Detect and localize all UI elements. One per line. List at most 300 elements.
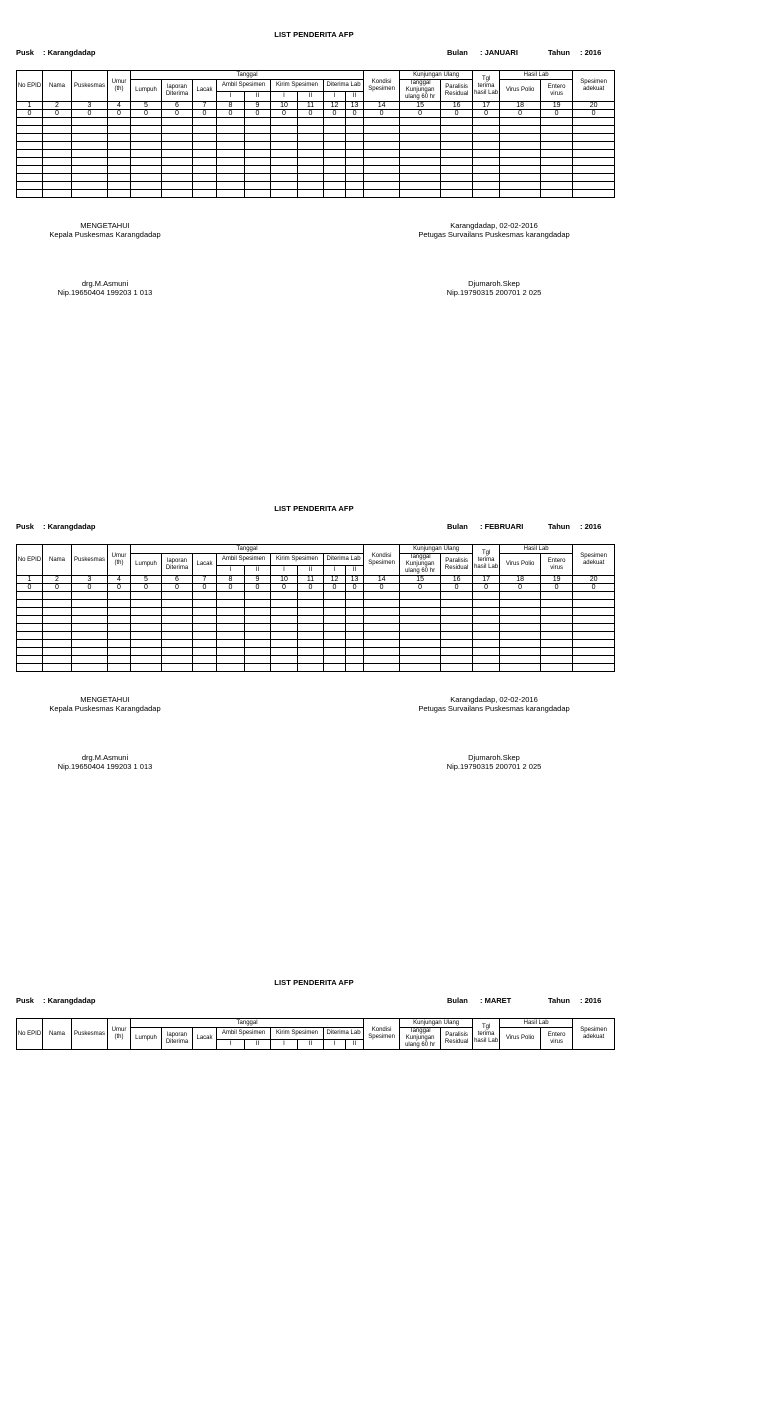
header-laporan: laporan Diterima: [162, 1028, 193, 1050]
empty-cell: [217, 608, 245, 616]
empty-cell: [346, 134, 364, 142]
empty-cell: [217, 174, 245, 182]
table-cell: 0: [541, 110, 573, 118]
empty-cell: [131, 616, 162, 624]
empty-row: [17, 656, 615, 664]
empty-cell: [500, 656, 541, 664]
signature-right: [404, 221, 584, 297]
empty-cell: [400, 608, 441, 616]
sig-left-nip: Nip.19650404 199203 1 013: [57, 288, 153, 297]
empty-cell: [500, 664, 541, 672]
empty-cell: [324, 118, 346, 126]
header-diterima-ii: II: [346, 565, 364, 575]
signature-left: [30, 221, 180, 297]
table-cell: 0: [72, 110, 108, 118]
empty-cell: [162, 118, 193, 126]
empty-cell: [441, 592, 473, 600]
empty-cell: [72, 190, 108, 198]
empty-row: [17, 600, 615, 608]
table-cell: 0: [245, 584, 271, 592]
empty-row: [17, 616, 615, 624]
header-tanggal: Tanggal: [131, 71, 364, 80]
header-lumpuh: Lumpuh: [131, 80, 162, 102]
header-kirim: Kirim Spesimen: [271, 554, 324, 566]
empty-cell: [441, 648, 473, 656]
empty-cell: [43, 664, 72, 672]
empty-cell: [364, 640, 400, 648]
column-number: 6: [162, 102, 193, 110]
empty-cell: [245, 142, 271, 150]
empty-cell: [441, 142, 473, 150]
column-number: 8: [217, 576, 245, 584]
empty-cell: [108, 648, 131, 656]
empty-cell: [500, 150, 541, 158]
header-entero: Entero virus: [541, 554, 573, 576]
empty-cell: [271, 640, 298, 648]
empty-cell: [245, 656, 271, 664]
empty-cell: [17, 174, 43, 182]
empty-cell: [217, 182, 245, 190]
empty-cell: [193, 632, 217, 640]
empty-cell: [346, 166, 364, 174]
empty-cell: [43, 600, 72, 608]
empty-cell: [162, 150, 193, 158]
table-cell: 0: [400, 110, 441, 118]
column-number: 5: [131, 102, 162, 110]
table-cell: 0: [193, 110, 217, 118]
empty-row: [17, 158, 615, 166]
header-puskesmas: Puskesmas: [72, 71, 108, 102]
empty-cell: [324, 616, 346, 624]
empty-cell: [162, 616, 193, 624]
empty-cell: [245, 182, 271, 190]
sig-right-name: Djumaroh.Skep: [468, 279, 520, 288]
table-cell: 0: [364, 110, 400, 118]
table-cell: 0: [162, 110, 193, 118]
empty-cell: [17, 134, 43, 142]
empty-cell: [162, 664, 193, 672]
column-number-row: [17, 576, 615, 584]
table-cell: 0: [298, 584, 324, 592]
empty-cell: [43, 632, 72, 640]
empty-cell: [193, 608, 217, 616]
empty-cell: [217, 624, 245, 632]
header-tgl-kunjungan: Tanggal Kunjungan ulang 60 hr: [400, 80, 441, 102]
empty-cell: [364, 608, 400, 616]
empty-cell: [473, 664, 500, 672]
empty-cell: [473, 174, 500, 182]
empty-cell: [500, 134, 541, 142]
empty-cell: [324, 592, 346, 600]
empty-cell: [131, 664, 162, 672]
empty-cell: [541, 158, 573, 166]
header-laporan: laporan Diterima: [162, 80, 193, 102]
empty-cell: [346, 616, 364, 624]
empty-cell: [162, 166, 193, 174]
table-cell: 0: [364, 584, 400, 592]
empty-cell: [43, 624, 72, 632]
empty-cell: [271, 166, 298, 174]
empty-cell: [441, 664, 473, 672]
empty-cell: [217, 150, 245, 158]
empty-cell: [72, 142, 108, 150]
empty-cell: [541, 166, 573, 174]
empty-cell: [541, 600, 573, 608]
table-cell: 0: [573, 584, 615, 592]
empty-cell: [441, 174, 473, 182]
empty-cell: [573, 190, 615, 198]
column-number-row: [17, 102, 615, 110]
empty-cell: [364, 174, 400, 182]
afp-report: [0, 0, 768, 474]
empty-cell: [500, 648, 541, 656]
afp-report: [0, 948, 768, 1422]
empty-cell: [298, 624, 324, 632]
empty-cell: [400, 624, 441, 632]
empty-cell: [298, 656, 324, 664]
empty-cell: [217, 118, 245, 126]
column-number: 6: [162, 576, 193, 584]
empty-cell: [72, 608, 108, 616]
column-number: 16: [441, 576, 473, 584]
header-lacak: Lacak: [193, 1028, 217, 1050]
empty-cell: [441, 158, 473, 166]
empty-cell: [245, 166, 271, 174]
empty-cell: [541, 608, 573, 616]
empty-cell: [271, 632, 298, 640]
column-number: 7: [193, 102, 217, 110]
pusk-value: : Karangdadap: [43, 996, 96, 1005]
pusk-value: : Karangdadap: [43, 522, 96, 531]
empty-cell: [193, 142, 217, 150]
empty-cell: [473, 616, 500, 624]
empty-cell: [441, 126, 473, 134]
empty-cell: [271, 624, 298, 632]
empty-cell: [298, 134, 324, 142]
empty-cell: [473, 118, 500, 126]
empty-cell: [324, 648, 346, 656]
empty-cell: [573, 664, 615, 672]
empty-cell: [541, 664, 573, 672]
empty-cell: [43, 640, 72, 648]
header-diterima-lab: Diterima Lab: [324, 554, 364, 566]
empty-cell: [324, 166, 346, 174]
header-kirim: Kirim Spesimen: [271, 1028, 324, 1040]
empty-cell: [298, 118, 324, 126]
empty-cell: [473, 640, 500, 648]
empty-cell: [72, 150, 108, 158]
empty-cell: [473, 142, 500, 150]
empty-cell: [441, 640, 473, 648]
empty-cell: [473, 624, 500, 632]
empty-cell: [131, 624, 162, 632]
empty-cell: [72, 632, 108, 640]
header-tanggal: Tanggal: [131, 1019, 364, 1028]
empty-cell: [573, 656, 615, 664]
header-tgl-terima: Tgl terima hasil Lab: [473, 71, 500, 102]
column-number: 2: [43, 576, 72, 584]
empty-cell: [17, 600, 43, 608]
header-ambil-i: I: [217, 565, 245, 575]
bulan-value: : FEBRUARI: [480, 522, 524, 531]
empty-cell: [473, 182, 500, 190]
empty-cell: [573, 624, 615, 632]
empty-cell: [193, 190, 217, 198]
empty-cell: [400, 134, 441, 142]
header-adekuat: Spesimen adekuat: [573, 1019, 615, 1050]
empty-cell: [346, 142, 364, 150]
empty-row: [17, 142, 615, 150]
empty-cell: [364, 656, 400, 664]
header-adekuat: Spesimen adekuat: [573, 71, 615, 102]
header-kirim-i: I: [271, 1039, 298, 1049]
empty-cell: [17, 158, 43, 166]
empty-cell: [131, 608, 162, 616]
empty-cell: [271, 190, 298, 198]
empty-cell: [43, 608, 72, 616]
empty-cell: [43, 134, 72, 142]
header-lumpuh: Lumpuh: [131, 1028, 162, 1050]
empty-cell: [162, 648, 193, 656]
empty-cell: [17, 664, 43, 672]
empty-cell: [364, 600, 400, 608]
empty-cell: [131, 134, 162, 142]
empty-cell: [364, 624, 400, 632]
empty-cell: [400, 592, 441, 600]
empty-cell: [162, 134, 193, 142]
empty-cell: [245, 600, 271, 608]
empty-cell: [17, 126, 43, 134]
empty-cell: [131, 158, 162, 166]
empty-cell: [441, 600, 473, 608]
empty-cell: [193, 166, 217, 174]
empty-cell: [217, 600, 245, 608]
empty-cell: [573, 616, 615, 624]
empty-row: [17, 174, 615, 182]
table-cell: 0: [500, 584, 541, 592]
empty-cell: [17, 142, 43, 150]
empty-cell: [245, 616, 271, 624]
column-number: 10: [271, 576, 298, 584]
empty-cell: [108, 608, 131, 616]
empty-cell: [541, 592, 573, 600]
empty-cell: [217, 158, 245, 166]
empty-cell: [441, 624, 473, 632]
tahun-label: Tahun: [548, 522, 570, 531]
empty-cell: [245, 664, 271, 672]
header-hasil-lab: Hasil Lab: [500, 1019, 573, 1028]
empty-cell: [298, 640, 324, 648]
signature-right: [404, 695, 584, 771]
header-ambil: Ambil Spesimen: [217, 1028, 271, 1040]
table-cell: 0: [346, 584, 364, 592]
empty-cell: [573, 150, 615, 158]
sig-left-nip: Nip.19650404 199203 1 013: [57, 762, 153, 771]
header-umur: Umur (th): [108, 545, 131, 576]
header-ambil-ii: II: [245, 91, 271, 101]
empty-cell: [271, 656, 298, 664]
empty-cell: [541, 182, 573, 190]
empty-cell: [108, 632, 131, 640]
empty-cell: [500, 632, 541, 640]
table-cell: 0: [441, 584, 473, 592]
empty-cell: [298, 126, 324, 134]
empty-cell: [43, 190, 72, 198]
empty-cell: [441, 632, 473, 640]
empty-cell: [473, 632, 500, 640]
header-umur: Umur (th): [108, 71, 131, 102]
empty-cell: [346, 592, 364, 600]
column-number: 2: [43, 102, 72, 110]
table-cell: 0: [500, 110, 541, 118]
empty-cell: [131, 126, 162, 134]
empty-cell: [193, 616, 217, 624]
empty-cell: [364, 190, 400, 198]
empty-cell: [298, 190, 324, 198]
empty-cell: [217, 142, 245, 150]
table-cell: 0: [324, 584, 346, 592]
sig-left-name: drg.M.Asmuni: [81, 279, 129, 288]
sig-right-name: Djumaroh.Skep: [468, 753, 520, 762]
empty-cell: [193, 174, 217, 182]
empty-cell: [541, 126, 573, 134]
empty-cell: [500, 126, 541, 134]
header-lacak: Lacak: [193, 554, 217, 576]
tahun-value: : 2016: [580, 48, 602, 57]
column-number: 12: [324, 576, 346, 584]
table-cell: 0: [441, 110, 473, 118]
header-ambil-ii: II: [245, 1039, 271, 1049]
empty-cell: [17, 648, 43, 656]
sig-right-line2: Petugas Survailans Puskesmas karangdadap: [418, 230, 570, 239]
header-tgl-kunjungan: Tanggal Kunjungan ulang 60 hr: [400, 1028, 441, 1050]
empty-cell: [500, 640, 541, 648]
empty-cell: [400, 656, 441, 664]
empty-cell: [108, 624, 131, 632]
empty-cell: [108, 142, 131, 150]
empty-cell: [346, 656, 364, 664]
column-number: 5: [131, 576, 162, 584]
empty-cell: [324, 640, 346, 648]
empty-cell: [193, 158, 217, 166]
empty-cell: [541, 624, 573, 632]
pusk-label: Pusk: [16, 522, 34, 531]
header-kirim-i: I: [271, 91, 298, 101]
empty-cell: [131, 592, 162, 600]
empty-cell: [324, 174, 346, 182]
empty-cell: [573, 632, 615, 640]
column-number: 19: [541, 576, 573, 584]
column-number: 8: [217, 102, 245, 110]
header-kunjungan: Kunjungan Ulang: [400, 545, 473, 554]
empty-cell: [298, 608, 324, 616]
header-no-epid: No EPID: [17, 545, 43, 576]
empty-row: [17, 126, 615, 134]
column-number: 9: [245, 102, 271, 110]
header-no-epid: No EPID: [17, 71, 43, 102]
header-kirim-ii: II: [298, 565, 324, 575]
sig-right-line2: Petugas Survailans Puskesmas karangdadap: [418, 704, 570, 713]
pusk-label: Pusk: [16, 48, 34, 57]
empty-cell: [400, 118, 441, 126]
empty-cell: [500, 142, 541, 150]
empty-cell: [324, 142, 346, 150]
empty-cell: [217, 632, 245, 640]
empty-cell: [245, 118, 271, 126]
report-title: LIST PENDERITA AFP: [274, 978, 354, 987]
header-lumpuh: Lumpuh: [131, 554, 162, 576]
empty-cell: [346, 600, 364, 608]
empty-cell: [131, 142, 162, 150]
header-kunjungan: Kunjungan Ulang: [400, 1019, 473, 1028]
empty-cell: [500, 190, 541, 198]
header-paralisis: Paralisis Residual: [441, 1028, 473, 1050]
empty-cell: [245, 190, 271, 198]
empty-cell: [441, 150, 473, 158]
empty-cell: [500, 608, 541, 616]
empty-cell: [17, 166, 43, 174]
empty-cell: [17, 118, 43, 126]
header-diterima-i: I: [324, 1039, 346, 1049]
header-kirim-ii: II: [298, 1039, 324, 1049]
empty-cell: [573, 182, 615, 190]
column-number: 10: [271, 102, 298, 110]
column-number: 11: [298, 102, 324, 110]
empty-cell: [245, 648, 271, 656]
empty-cell: [72, 600, 108, 608]
column-number: 18: [500, 102, 541, 110]
empty-cell: [17, 150, 43, 158]
empty-row: [17, 182, 615, 190]
header-ambil: Ambil Spesimen: [217, 554, 271, 566]
tahun-value: : 2016: [580, 522, 602, 531]
empty-cell: [346, 664, 364, 672]
empty-cell: [364, 648, 400, 656]
empty-cell: [72, 158, 108, 166]
empty-cell: [217, 664, 245, 672]
empty-cell: [500, 118, 541, 126]
empty-cell: [72, 182, 108, 190]
header-ambil: Ambil Spesimen: [217, 80, 271, 92]
empty-cell: [346, 150, 364, 158]
bulan-value: : JANUARI: [480, 48, 518, 57]
empty-cell: [193, 134, 217, 142]
empty-cell: [473, 656, 500, 664]
empty-cell: [324, 182, 346, 190]
empty-cell: [573, 134, 615, 142]
empty-cell: [271, 664, 298, 672]
empty-cell: [108, 118, 131, 126]
empty-row: [17, 608, 615, 616]
signature-left: [30, 695, 180, 771]
header-diterima-lab: Diterima Lab: [324, 80, 364, 92]
column-number: 14: [364, 576, 400, 584]
header-paralisis: Paralisis Residual: [441, 80, 473, 102]
empty-cell: [441, 118, 473, 126]
empty-cell: [271, 150, 298, 158]
empty-row: [17, 632, 615, 640]
empty-cell: [346, 632, 364, 640]
empty-cell: [473, 150, 500, 158]
pusk-value: : Karangdadap: [43, 48, 96, 57]
header-tgl-terima: Tgl terima hasil Lab: [473, 545, 500, 576]
afp-report: [0, 474, 768, 948]
empty-cell: [500, 158, 541, 166]
empty-cell: [217, 126, 245, 134]
column-number: 15: [400, 102, 441, 110]
column-number: 17: [473, 102, 500, 110]
header-laporan: laporan Diterima: [162, 554, 193, 576]
